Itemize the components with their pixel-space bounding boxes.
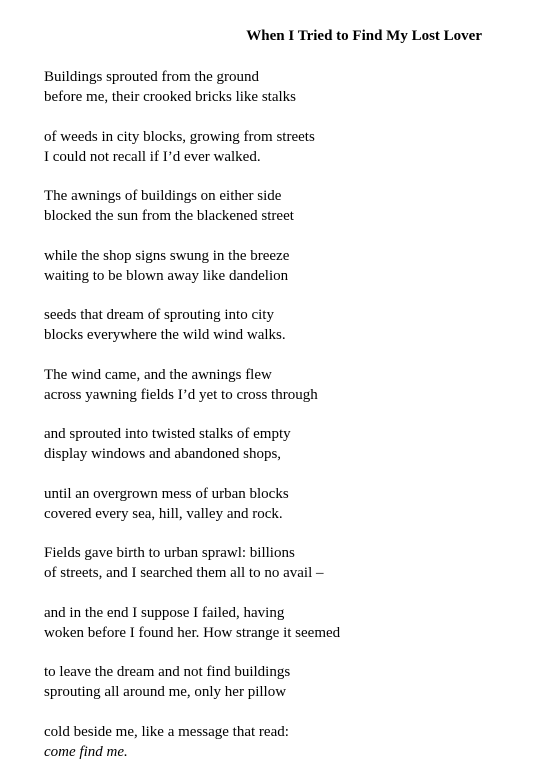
poem-line: cold beside me, like a message that read:	[44, 723, 289, 740]
stanza	[44, 127, 514, 167]
poem-body	[44, 67, 514, 781]
stanza	[44, 722, 514, 762]
poem-line: of streets, and I searched them all to no avail –	[44, 565, 324, 581]
poem-line: until an overgrown mess of urban blocks	[44, 485, 289, 502]
stanza	[44, 186, 514, 226]
poem-line: blocks everywhere the wild wind walks.	[44, 327, 286, 343]
poem-line: woken before I found her. How strange it seemed	[44, 624, 341, 641]
stanza	[44, 424, 514, 464]
poem-line: The awnings of buildings on either side	[44, 188, 282, 204]
poem-line-italic: come find me.	[44, 743, 128, 760]
poem-line: waiting to be blown away like dandelion	[44, 267, 289, 284]
stanza	[44, 662, 514, 702]
poem-title: When I Tried to Find My Lost Lover	[246, 28, 482, 44]
poem-line: covered every sea, hill, valley and rock.	[44, 505, 283, 522]
stanza	[44, 365, 514, 405]
poem-line: while the shop signs swung in the breeze	[44, 247, 290, 264]
stanza	[44, 543, 514, 583]
stanza	[44, 603, 514, 643]
poem-line: display windows and abandoned shops,	[44, 446, 282, 462]
poem-line: before me, their crooked bricks like stalks	[44, 89, 296, 105]
poem-line: of weeds in city blocks, growing from streets	[44, 128, 315, 145]
stanza	[44, 246, 514, 286]
poem-line: across yawning fields I’d yet to cross through	[44, 386, 318, 403]
poem-line: Fields gave birth to urban sprawl: billions	[44, 545, 295, 561]
stanza	[44, 305, 514, 345]
poem-line: and sprouted into twisted stalks of empty	[44, 426, 291, 442]
poem-line: The wind came, and the awnings flew	[44, 366, 272, 383]
poem-line: seeds that dream of sprouting into city	[44, 307, 274, 323]
poem-line: and in the end I suppose I failed, having	[44, 604, 285, 621]
poem-line: blocked the sun from the blackened street	[44, 208, 294, 224]
stanza	[44, 484, 514, 524]
poem-line: I could not recall if I’d ever walked.	[44, 148, 261, 165]
poem-line: Buildings sprouted from the ground	[44, 69, 259, 85]
stanza	[44, 67, 514, 107]
poem-line: to leave the dream and not find buildings	[44, 664, 291, 680]
poem-line: sprouting all around me, only her pillow	[44, 684, 287, 700]
